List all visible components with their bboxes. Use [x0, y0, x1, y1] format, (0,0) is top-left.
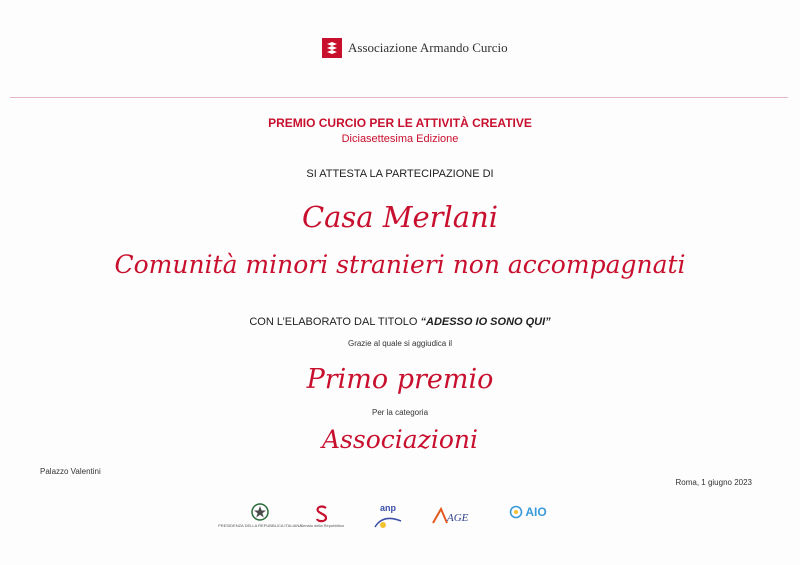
category-label: Per la categoria — [371, 408, 429, 417]
header-logo — [322, 36, 508, 60]
header-divider — [10, 97, 788, 98]
presidenza-label: PRESIDENZA DELLA REPUBBLICA ITALIANA — [218, 523, 302, 528]
age-text: AGE — [447, 512, 469, 524]
category: Associazioni — [322, 425, 478, 454]
work-line — [0, 316, 800, 328]
place: Palazzo Valentini — [40, 467, 101, 476]
presidenza-logo — [218, 503, 302, 528]
date: Roma, 1 giugno 2023 — [675, 478, 752, 487]
recipient-name: Casa Merlani — [301, 200, 499, 234]
senato-label: Senato della Repubblica — [300, 523, 344, 528]
grazie-line: Grazie al quale si aggiudica il — [347, 339, 453, 348]
emblem-icon — [249, 503, 271, 523]
curcio-logo-icon — [322, 38, 342, 58]
senato-s-icon — [314, 505, 330, 523]
sponsor-logos — [218, 503, 570, 543]
aio-ring-icon — [509, 505, 523, 519]
anp-logo — [368, 503, 408, 531]
anp-label: anp — [379, 503, 396, 513]
award: Primo premio — [306, 364, 494, 395]
senato-logo — [292, 505, 352, 528]
attest-line: SI ATTESTA LA PARTECIPAZIONE DI — [306, 168, 494, 180]
work-title: “ADESSO IO SONO QUI” — [420, 316, 551, 328]
age-figure-icon — [429, 505, 473, 527]
anp-swoosh-icon — [373, 513, 403, 531]
age-logo — [426, 505, 476, 527]
org-name: Associazione Armando Curcio — [348, 40, 508, 55]
edition: Diciasettesima Edizione — [341, 133, 459, 145]
work-prefix: CON L’ELABORATO DAL TITOLO — [249, 316, 418, 328]
aio-label: AIO — [525, 505, 547, 519]
recipient-subtitle: Comunità minori stranieri non accompagnati — [114, 250, 686, 279]
aio-logo — [498, 505, 558, 519]
prize-title: PREMIO CURCIO PER LE ATTIVITÀ CREATIVE — [268, 116, 532, 130]
